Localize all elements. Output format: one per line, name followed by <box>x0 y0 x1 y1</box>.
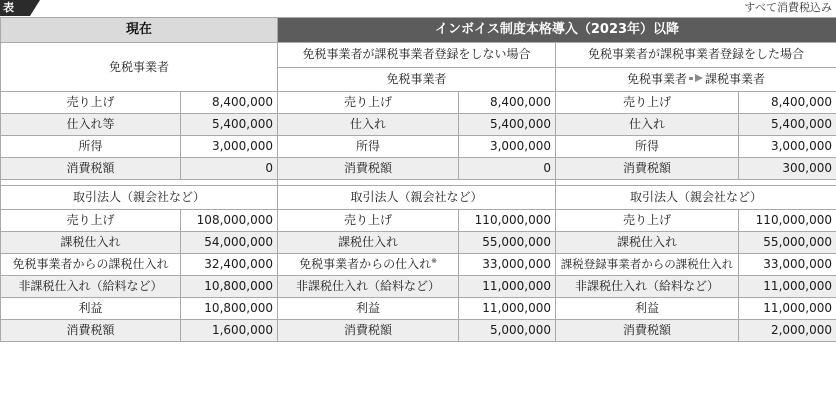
row-label: 利益 <box>556 298 739 320</box>
row-label: 課税仕入れ <box>556 232 739 254</box>
subheader-row <box>1 43 836 68</box>
row-value: 2,000,000 <box>739 320 836 342</box>
row-value: 110,000,000 <box>739 210 836 232</box>
row-value: 5,400,000 <box>459 114 556 136</box>
table-row <box>1 320 836 342</box>
subheader-registration-entity <box>556 67 836 92</box>
section-title-current: 取引法人（親会社など） <box>1 186 278 210</box>
row-value: 33,000,000 <box>459 254 556 276</box>
row-label: 課税仕入れ <box>278 232 459 254</box>
row-value: 1,600,000 <box>181 320 278 342</box>
row-value: 11,000,000 <box>739 276 836 298</box>
header-current: 現在 <box>1 18 278 43</box>
row-label: 消費税額 <box>1 158 181 180</box>
section-title-registration: 取引法人（親会社など） <box>556 186 836 210</box>
row-value: 33,000,000 <box>739 254 836 276</box>
row-label: 課税仕入れ <box>1 232 181 254</box>
row-label: 仕入れ <box>556 114 739 136</box>
section-title-no-registration: 取引法人（親会社など） <box>278 186 556 210</box>
header-row <box>1 18 836 43</box>
subheader-registration: 免税事業者が課税事業者登録をした場合 <box>556 43 836 68</box>
footnote-mark: ※ <box>431 257 437 265</box>
comparison-table <box>0 17 836 342</box>
row-value: 5,400,000 <box>739 114 836 136</box>
arrow-right-icon-shaft <box>689 77 693 80</box>
row-label: 仕入れ <box>278 114 459 136</box>
row-value: 54,000,000 <box>181 232 278 254</box>
row-label: 所得 <box>1 136 181 158</box>
row-value: 55,000,000 <box>459 232 556 254</box>
subheader-tax-exempt: 免税事業者 <box>1 43 278 92</box>
row-value: 10,800,000 <box>181 298 278 320</box>
table-tag <box>0 0 40 16</box>
row-value: 110,000,000 <box>459 210 556 232</box>
row-label: 利益 <box>1 298 181 320</box>
table-row <box>1 114 836 136</box>
row-label: 非課税仕入れ（給料など） <box>1 276 181 298</box>
row-value: 5,000,000 <box>459 320 556 342</box>
header-invoice: インボイス制度本格導入（2023年）以降 <box>278 18 836 43</box>
row-value: 3,000,000 <box>739 136 836 158</box>
row-value: 11,000,000 <box>739 298 836 320</box>
row-value: 0 <box>181 158 278 180</box>
subheader-no-registration: 免税事業者が課税事業者登録をしない場合 <box>278 43 556 68</box>
row-label: 売り上げ <box>1 210 181 232</box>
row-label: 消費税額 <box>556 158 739 180</box>
registration-from-label: 免税事業者 <box>627 71 688 86</box>
row-label: 非課税仕入れ（給料など） <box>556 276 739 298</box>
row-label: 売り上げ <box>556 210 739 232</box>
registration-to-label: 課税事業者 <box>705 71 766 86</box>
row-value: 300,000 <box>739 158 836 180</box>
row-value: 8,400,000 <box>739 92 836 114</box>
row-value: 5,400,000 <box>181 114 278 136</box>
row-label <box>278 254 459 276</box>
tax-note: すべて消費税込み <box>744 1 832 14</box>
row-label: 免税事業者からの課税仕入れ <box>1 254 181 276</box>
table-row <box>1 232 836 254</box>
table-row <box>1 276 836 298</box>
row-label: 非課税仕入れ（給料など） <box>278 276 459 298</box>
row-label-text: 免税事業者からの仕入れ <box>299 257 432 271</box>
row-value: 10,800,000 <box>181 276 278 298</box>
table-row <box>1 92 836 114</box>
section-title-row <box>1 186 836 210</box>
row-label: 消費税額 <box>556 320 739 342</box>
row-label: 消費税額 <box>278 320 459 342</box>
row-label: 売り上げ <box>1 92 181 114</box>
row-value: 0 <box>459 158 556 180</box>
row-value: 55,000,000 <box>739 232 836 254</box>
row-value: 8,400,000 <box>181 92 278 114</box>
table-row <box>1 210 836 232</box>
row-value: 8,400,000 <box>459 92 556 114</box>
row-label: 売り上げ <box>556 92 739 114</box>
row-label: 仕入れ等 <box>1 114 181 136</box>
row-label: 売り上げ <box>278 210 459 232</box>
table-row <box>1 136 836 158</box>
table-tag-corner <box>30 0 40 16</box>
table-row <box>1 158 836 180</box>
row-label: 課税登録事業者からの課税仕入れ <box>556 254 739 276</box>
table-tag-label: 表 <box>3 1 14 14</box>
row-value: 11,000,000 <box>459 298 556 320</box>
table-row <box>1 298 836 320</box>
subheader-no-registration-entity: 免税事業者 <box>278 67 556 92</box>
row-value: 3,000,000 <box>181 136 278 158</box>
row-label: 所得 <box>278 136 459 158</box>
row-value: 108,000,000 <box>181 210 278 232</box>
row-label: 売り上げ <box>278 92 459 114</box>
row-label: 消費税額 <box>278 158 459 180</box>
row-label: 消費税額 <box>1 320 181 342</box>
row-label: 利益 <box>278 298 459 320</box>
row-value: 3,000,000 <box>459 136 556 158</box>
row-value: 32,400,000 <box>181 254 278 276</box>
row-value: 11,000,000 <box>459 276 556 298</box>
arrow-right-icon <box>695 74 703 82</box>
row-label: 所得 <box>556 136 739 158</box>
table-row <box>1 254 836 276</box>
